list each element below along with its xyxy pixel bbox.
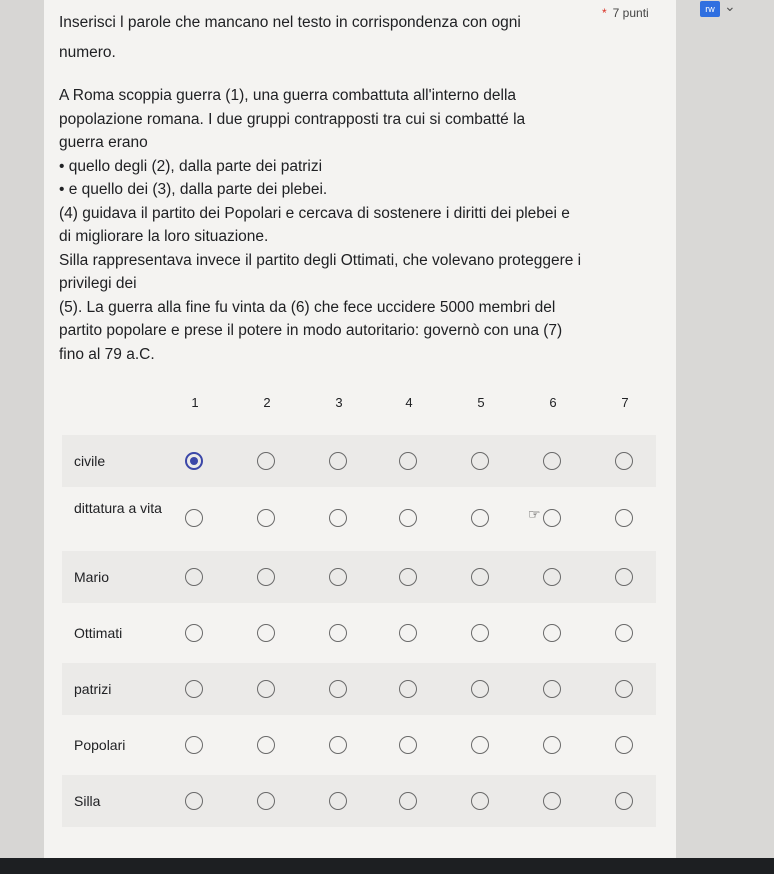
radio-popolari-7[interactable] <box>615 736 633 754</box>
question-passage <box>59 84 639 366</box>
radio-silla-1[interactable] <box>185 792 203 810</box>
radio-dittatura-a-vita-2[interactable] <box>257 509 275 527</box>
hand-cursor-icon: ☞ <box>528 506 541 522</box>
radio-patrizi-3[interactable] <box>329 680 347 698</box>
radio-mario-4[interactable] <box>399 568 417 586</box>
radio-silla-3[interactable] <box>329 792 347 810</box>
radio-mario-1[interactable] <box>185 568 203 586</box>
radio-patrizi-5[interactable] <box>471 680 489 698</box>
radio-ottimati-2[interactable] <box>257 624 275 642</box>
radio-popolari-6[interactable] <box>543 736 561 754</box>
grid-row <box>62 489 656 547</box>
radio-patrizi-4[interactable] <box>399 680 417 698</box>
row-label: Ottimati <box>74 625 123 641</box>
column-header-5: 5 <box>477 395 485 410</box>
column-header-4: 4 <box>405 395 413 410</box>
passage-line: A Roma scoppia guerra (1), una guerra combattuta all'interno della <box>59 87 517 104</box>
radio-popolari-2[interactable] <box>257 736 275 754</box>
radio-silla-4[interactable] <box>399 792 417 810</box>
radio-mario-6[interactable] <box>543 568 561 586</box>
radio-silla-7[interactable] <box>615 792 633 810</box>
passage-line: (5). La guerra alla fine fu vinta da (6) che fece uccidere 5000 membri del <box>59 298 556 316</box>
question-title: Inserisci l parole che mancano nel testo in corrispondenza con ogni numero. <box>59 14 521 61</box>
radio-dittatura-a-vita-4[interactable] <box>399 509 417 527</box>
radio-mario-2[interactable] <box>257 568 275 586</box>
row-label: civile <box>74 453 106 469</box>
radio-silla-6[interactable] <box>543 792 561 810</box>
radio-civile-2[interactable] <box>257 452 275 470</box>
points-label: 7 punti <box>612 6 649 20</box>
radio-popolari-3[interactable] <box>329 736 347 754</box>
question-points <box>602 6 649 20</box>
radio-mario-5[interactable] <box>471 568 489 586</box>
radio-patrizi-6[interactable] <box>543 680 561 698</box>
grid-row <box>62 719 656 771</box>
passage-line: (4) guidava il partito dei Popolari e cercava di sostenere i diritti dei plebei e <box>59 204 570 222</box>
radio-patrizi-2[interactable] <box>257 680 275 698</box>
column-header-3: 3 <box>335 395 343 410</box>
radio-ottimati-3[interactable] <box>329 624 347 642</box>
radio-civile-4[interactable] <box>399 452 417 470</box>
radio-dittatura-a-vita-7[interactable] <box>615 509 633 527</box>
radio-popolari-1[interactable] <box>185 736 203 754</box>
required-asterisk: * <box>602 6 607 20</box>
radio-civile-7[interactable] <box>615 452 633 470</box>
radio-silla-5[interactable] <box>471 792 489 810</box>
grid-row <box>62 551 656 603</box>
passage-line: • quello degli (2), dalla parte dei patrizi <box>59 157 323 175</box>
row-label: Mario <box>74 569 110 585</box>
radio-ottimati-5[interactable] <box>471 624 489 642</box>
radio-silla-2[interactable] <box>257 792 275 810</box>
passage-line: partito popolare e prese il potere in modo autoritario: governò con una (7) <box>59 322 563 339</box>
radio-civile-1[interactable] <box>185 452 203 470</box>
radio-civile-3[interactable] <box>329 452 347 470</box>
radio-dittatura-a-vita-6[interactable] <box>543 509 561 527</box>
radio-popolari-4[interactable] <box>399 736 417 754</box>
side-area <box>676 0 774 874</box>
radio-patrizi-1[interactable] <box>185 680 203 698</box>
taskbar <box>0 858 774 874</box>
row-label: patrizi <box>74 681 112 697</box>
passage-line: guerra erano <box>59 134 148 151</box>
row-label: dittatura a vita <box>74 500 162 516</box>
column-header-2: 2 <box>263 395 271 410</box>
radio-mario-3[interactable] <box>329 568 347 586</box>
grid-row <box>62 435 656 487</box>
grid-row <box>62 663 656 715</box>
radio-civile-6[interactable] <box>543 452 561 470</box>
chevron-down-icon[interactable]: ⌄ <box>724 0 736 14</box>
grid-row <box>62 775 656 827</box>
extension-badge[interactable]: rw <box>700 1 720 17</box>
passage-line: privilegi dei <box>59 275 137 292</box>
radio-dittatura-a-vita-5[interactable] <box>471 509 489 527</box>
passage-line: di migliorare la loro situazione. <box>59 228 269 245</box>
radio-civile-5[interactable] <box>471 452 489 470</box>
radio-ottimati-6[interactable] <box>543 624 561 642</box>
radio-patrizi-7[interactable] <box>615 680 633 698</box>
radio-popolari-5[interactable] <box>471 736 489 754</box>
column-header-7: 7 <box>621 395 629 410</box>
row-label: Popolari <box>74 737 126 753</box>
row-label: Silla <box>74 793 101 809</box>
radio-ottimati-4[interactable] <box>399 624 417 642</box>
radio-ottimati-1[interactable] <box>185 624 203 642</box>
radio-dittatura-a-vita-3[interactable] <box>329 509 347 527</box>
column-header-6: 6 <box>549 395 557 410</box>
radio-mario-7[interactable] <box>615 568 633 586</box>
passage-line: • e quello dei (3), dalla parte dei plebei. <box>59 181 328 198</box>
column-header-1: 1 <box>191 395 199 410</box>
passage-line: popolazione romana. I due gruppi contrapposti tra cui si combatté la <box>59 110 526 128</box>
radio-dittatura-a-vita-1[interactable] <box>185 509 203 527</box>
radio-ottimati-7[interactable] <box>615 624 633 642</box>
grid-row <box>62 607 656 659</box>
passage-line: Silla rappresentava invece il partito degli Ottimati, che volevano proteggere i <box>59 251 582 269</box>
passage-line: fino al 79 a.C. <box>59 345 155 363</box>
